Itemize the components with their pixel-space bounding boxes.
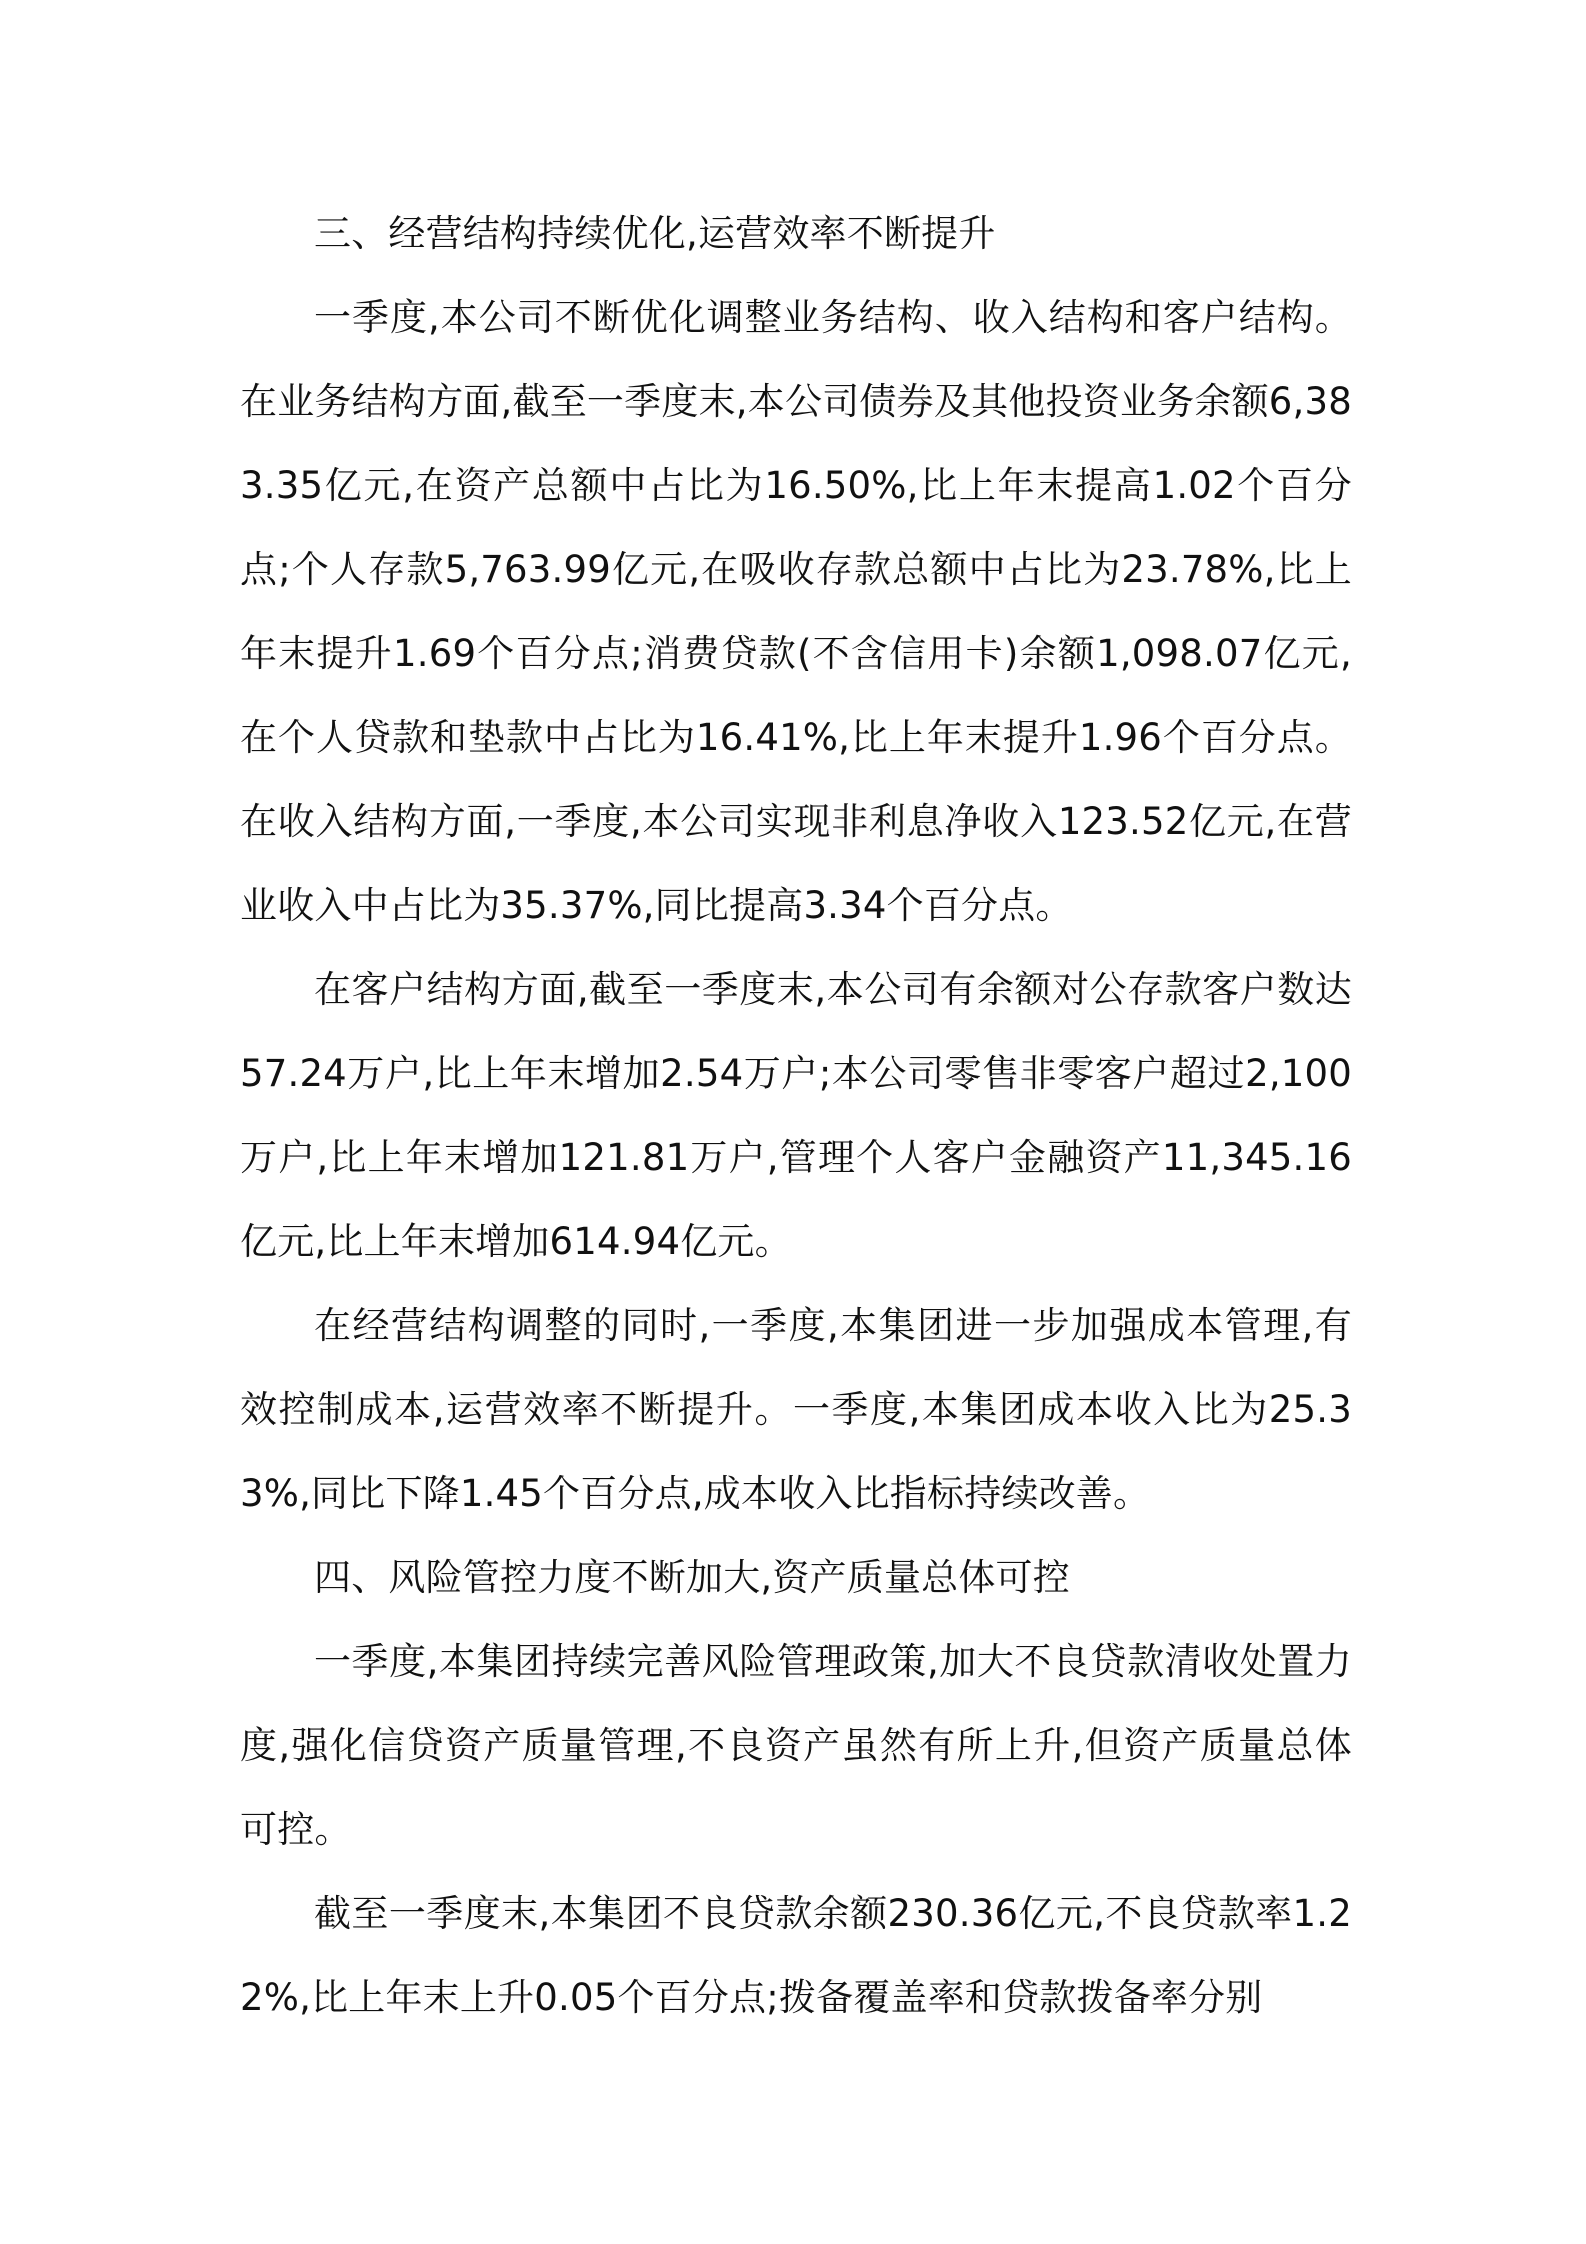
paragraph-customer-structure: 在客户结构方面,截至一季度末,本公司有余额对公存款客户数达57.24万户,比上年末增加2.54万户;本公司零售非零客户超过2,100万户,比上年末增加121.81万户,管理个人客户金融资产11,345.16亿元,比上年末增加614.94亿元。 <box>240 968 1352 1263</box>
paragraph-npl-ratio: 截至一季度末,本集团不良贷款余额230.36亿元,不良贷款率1.22%,比上年末上升0.05个百分点;拨备覆盖率和贷款拨备率分别 <box>240 1892 1352 2019</box>
paragraph-business-structure: 一季度,本公司不断优化调整业务结构、收入结构和客户结构。在业务结构方面,截至一季度末,本公司债券及其他投资业务余额6,383.35亿元,在资产总额中占比为16.50%,比上年末提高1.02个百分点;个人存款5,763.99亿元,在吸收存款总额中占比为23.78%,比上年末提升1.69个百分点;消费贷款(不含信用卡)余额1,098.07亿元,在个人贷款和垫款中占比为16.41%,比上年末提升1.96个百分点。在收入结构方面,一季度,本公司实现非利息净收入123.52亿元,在营业收入中占比为35.37%,同比提高3.34个百分点。 <box>240 296 1352 927</box>
document-body <box>240 192 1352 2040</box>
section-heading-4: 四、风险管控力度不断加大,资产质量总体可控 <box>314 1556 1070 1599</box>
paragraph-risk-policy: 一季度,本集团持续完善风险管理政策,加大不良贷款清收处置力度,强化信贷资产质量管理,不良资产虽然有所上升,但资产质量总体可控。 <box>240 1640 1352 1851</box>
paragraph-cost-management: 在经营结构调整的同时,一季度,本集团进一步加强成本管理,有效控制成本,运营效率不断提升。一季度,本集团成本收入比为25.33%,同比下降1.45个百分点,成本收入比指标持续改善。 <box>240 1304 1352 1515</box>
section-heading-3: 三、经营结构持续优化,运营效率不断提升 <box>314 212 996 255</box>
